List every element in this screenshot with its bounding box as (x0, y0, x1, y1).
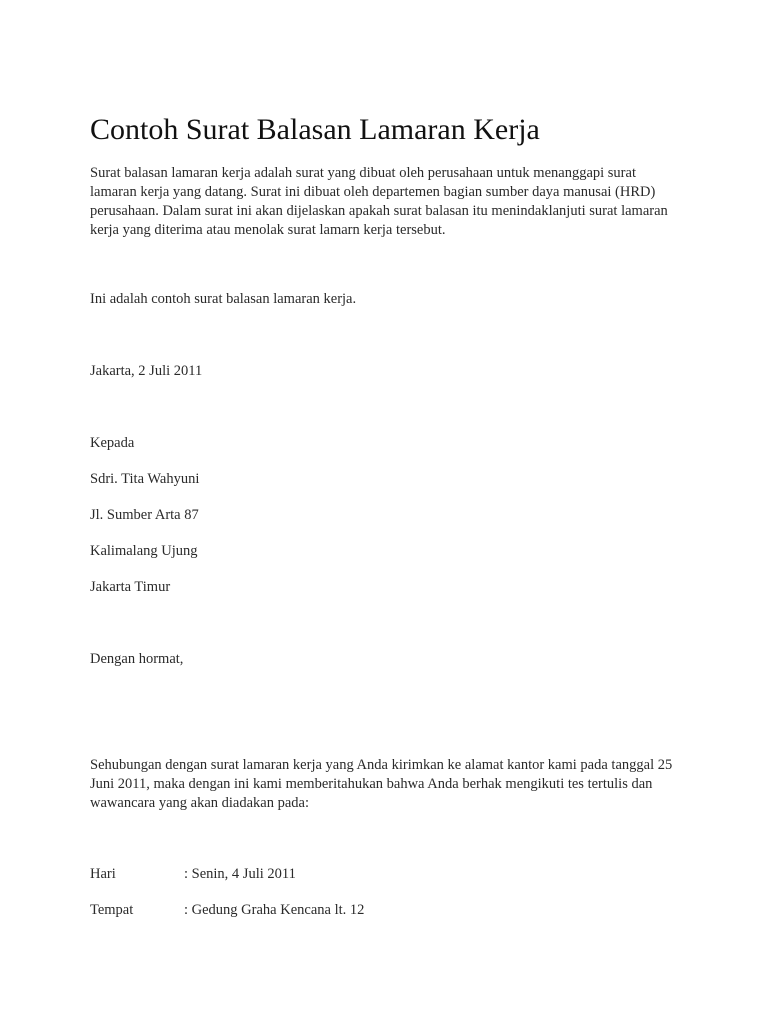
detail-value: : Senin, 4 Juli 2011 (184, 866, 296, 882)
detail-label: Hari (90, 866, 116, 882)
intro-paragraph: Surat balasan lamaran kerja adalah surat yang dibuat oleh perusahaan untuk menanggapi surat lamaran kerja yang datang. Surat ini dibuat oleh departemen bagian sumber daya manusai (HRD) perusahaan. Dalam surat ini akan dijelaskan apakah surat balasan itu menindaklanjuti surat lamaran kerja yang diterima atau menolak surat lamarn kerja tersebut. (90, 165, 668, 238)
recipient-city: Jakarta Timur (90, 579, 171, 595)
letter-body: Sehubungan dengan surat lamaran kerja yang Anda kirimkan ke alamat kantor kami pada tanggal 25 Juni 2011, maka dengan ini kami memberitahukan bahwa Anda berhak mengikuti tes tertulis dan wawancara yang akan diadakan pada: (90, 757, 673, 811)
detail-row-place (90, 901, 364, 920)
recipient-area: Kalimalang Ujung (90, 543, 198, 559)
detail-row-day (90, 865, 296, 884)
document-title: Contoh Surat Balasan Lamaran Kerja (90, 113, 540, 146)
example-intro-text: Ini adalah contoh surat balasan lamaran kerja. (90, 291, 357, 307)
detail-value: : Gedung Graha Kencana lt. 12 (184, 902, 365, 918)
letter-greeting: Dengan hormat, (90, 651, 184, 667)
detail-label: Tempat (90, 902, 134, 918)
recipient-salutation: Kepada (90, 435, 135, 451)
letter-date: Jakarta, 2 Juli 2011 (90, 363, 203, 379)
recipient-street: Jl. Sumber Arta 87 (90, 507, 199, 523)
recipient-name: Sdri. Tita Wahyuni (90, 471, 200, 487)
